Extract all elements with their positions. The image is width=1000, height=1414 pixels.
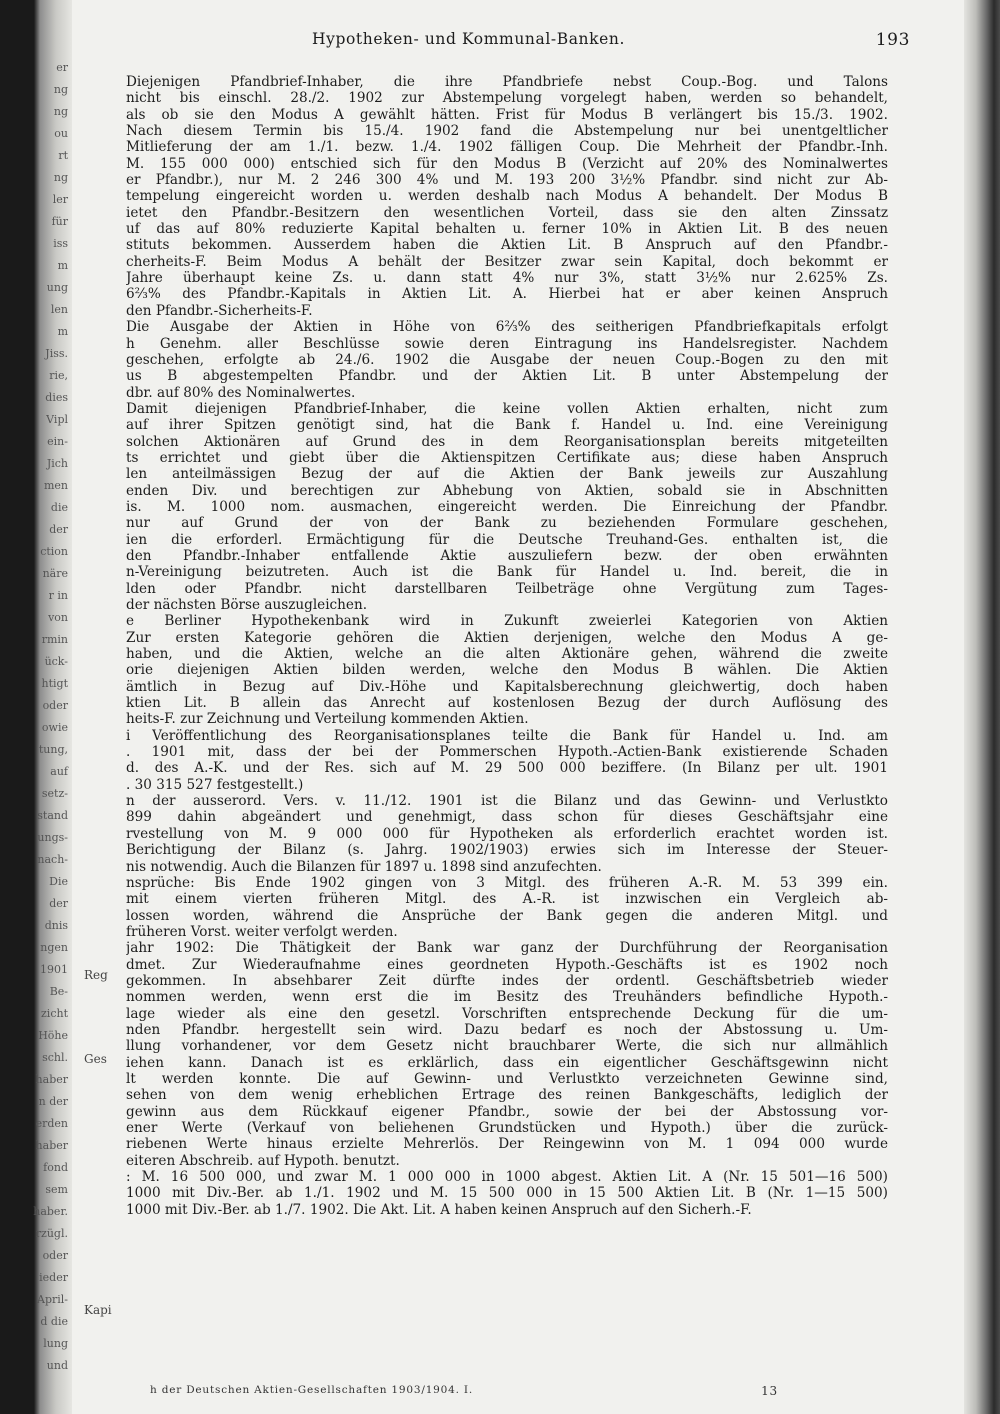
page-edge-shadow-right (964, 0, 1000, 1414)
text-line: lage wieder als eine den gesetzl. Vorschriften entsprechende Deckung für die um- (126, 1005, 888, 1022)
margin-fragment: owie (41, 721, 68, 734)
margin-fragment: r in (48, 589, 68, 602)
margin-fragment: Jich (46, 457, 68, 470)
margin-fragment: men (43, 479, 68, 492)
margin-fragment: fond (43, 1161, 68, 1174)
margin-fragment: m (57, 259, 68, 272)
text-line: ener Werte (Verkauf von beliehenen Grundstücken und Hypoth.) über die zurück- (126, 1120, 888, 1136)
margin-fragment: ngen (40, 941, 68, 954)
margin-fragment: und (46, 1359, 68, 1372)
text-line: der nächsten Börse auszugleichen. (126, 597, 368, 613)
text-line: jahr 1902: Die Thätigkeit der Bank war ganz der Durchführung der Reorganisation (126, 940, 888, 957)
text-line: haben, und die Aktien, welche an die alten Aktionäre gehen, während die zweite (126, 646, 888, 663)
text-line: ts errichtet und giebt über die Aktienspitzen Certifikate aus; diese haben Anspruch (126, 449, 888, 466)
page-footer (150, 1384, 778, 1400)
text-line: Berichtigung der Bilanz (s. Jahrg. 1902/1903) erwies sich im Interesse der Steuer- (126, 842, 888, 859)
text-line: lossen worden, während die Ansprüche der Bank gegen die anderen Mitgl. und (126, 907, 888, 924)
text-line: d. des A.-K. und der Res. sich auf M. 29 500 000 beziffere. (In Bilanz per ult. 1901 (126, 760, 888, 777)
text-line: . 1901 mit, dass der bei der Pommerschen Hypoth.-Actien-Bank existierende Schaden (126, 744, 888, 761)
text-line: den Pfandbr.-Inhaber entfallende Aktie auszuliefern bezw. der oben erwähnten (126, 547, 888, 564)
gutter-label: Reg (84, 968, 108, 982)
margin-fragment: ück- (44, 655, 68, 668)
gutter-label: Ges (84, 1052, 107, 1066)
margin-fragment: tung, (38, 743, 68, 756)
text-line: riebenen Werte hinaus erzielte Mehrerlös. Der Reingewinn von M. 1 094 000 wurde (126, 1136, 888, 1153)
text-line: Damit diejenigen Pfandbrief-Inhaber, die keine vollen Aktien erhalten, nicht zum (126, 400, 888, 417)
margin-fragment: Höhe (38, 1029, 68, 1042)
text-line: Die Ausgabe der Aktien in Höhe von 6⅔% des seitherigen Pfandbriefkapitals erfolgt (126, 319, 888, 336)
text-line: tempelung eingereicht worden u. werden deshalb nach Modus A behandelt. Der Modus B (126, 188, 888, 205)
text-line: Nach diesem Termin bis 15./4. 1902 fand die Abstempelung nur bei unentgeltlicher (126, 123, 888, 140)
margin-fragment: Be- (49, 985, 68, 998)
text-line: lt werden konnte. Die auf Gewinn- und Verlustkto verzeichneten Gewinne sind, (126, 1070, 888, 1087)
text-line: e Berliner Hypothekenbank wird in Zukunft zweierlei Kategorien von Aktien (126, 613, 888, 630)
margin-fragment: schl. (42, 1051, 68, 1064)
margin-fragment: ung (46, 281, 68, 294)
margin-fragment: April- (37, 1293, 68, 1306)
margin-fragment: d die (40, 1315, 68, 1328)
body-text (126, 74, 888, 1218)
text-line: nsprüche: Bis Ende 1902 gingen von 3 Mitgl. des früheren A.-R. M. 53 399 ein. (126, 874, 888, 891)
margin-fragment: Jiss. (45, 347, 68, 360)
text-line: Zur ersten Kategorie gehören die Aktien derjenigen, welche den Modus A ge- (126, 629, 888, 646)
text-line: Jahre überhaupt keine Zs. u. dann statt 4% nur 3%, statt 3½% nur 2.625% Zs. (126, 270, 888, 287)
text-line: nis notwendig. Auch die Bilanzen für 1897 u. 1898 sind anzufechten. (126, 858, 602, 875)
text-line: lden oder Pfandbr. nicht darstellbaren Teilbeträge ohne Vergütung zum Tages- (126, 580, 888, 597)
margin-fragment: zicht (41, 1007, 68, 1020)
text-line: rvestellung von M. 9 000 000 für Hypotheken als erforderlich erachtet worden ist. (126, 825, 888, 842)
text-line: auf ihrer Spitzen genötigt sind, hat die Bank f. Handel u. Ind. eine Vereinigung (126, 417, 888, 434)
margin-fragment: der (49, 897, 68, 910)
text-line: uf das auf 80% reduzierte Kapital behalten u. ferner 10% in Aktien Lit. B des neuen (126, 221, 888, 238)
page-header (312, 30, 910, 52)
margin-fragment: m (57, 325, 68, 338)
text-line: heits-F. zur Zeichnung und Verteilung kommenden Aktien. (126, 711, 529, 728)
text-line: llung vorhandener, vor dem Gesetz nicht brauchbarer Werte, die sich nur allmählich (126, 1038, 888, 1055)
margin-fragment: oder (42, 699, 68, 712)
gutter-label: Kapi (84, 1303, 112, 1317)
text-line: n-Vereinigung beizutreten. Auch ist die Bank für Handel u. Ind. bereit, die in (126, 564, 888, 581)
margin-fragment: rmin (41, 633, 68, 646)
margin-fragment: ng (53, 83, 68, 96)
margin-fragment: n der (38, 1095, 68, 1108)
margin-fragment: ein- (47, 435, 68, 448)
margin-fragment: htigt (41, 677, 68, 690)
text-line: eiteren Abschreib. auf Hypoth. benutzt. (126, 1152, 400, 1169)
text-line: nden Pfandbr. hergestellt sein wird. Dazu bedarf es noch der Abstossung u. Um- (126, 1021, 888, 1038)
margin-fragment: 1901 (40, 963, 68, 976)
margin-fragment: setz- (41, 787, 68, 800)
text-line: iehen kann. Danach ist es erklärlich, dass ein eigentlicher Geschäftsgewinn nicht (126, 1054, 888, 1071)
text-line: früheren Vorst. weiter verfolgt werden. (126, 923, 398, 940)
text-line: geschehen, erfolgte ab 24./6. 1902 die Ausgabe der neuen Coup.-Bogen zu den mit (126, 351, 888, 368)
margin-fragment: Vipl (46, 413, 68, 426)
text-line: stituts bekommen. Ausserdem haben die Aktien Lit. B Anspruch auf den Pfandbr.- (126, 237, 888, 254)
text-line: i Veröffentlichung des Reorganisationsplanes teilte die Bank für Handel u. Ind. am (126, 727, 888, 744)
margin-fragment: ieder (39, 1271, 68, 1284)
margin-fragment: dies (45, 391, 68, 404)
text-line: enden Div. und berechtigen zur Abhebung von Aktien, sobald sie in Abschnitten (126, 482, 888, 499)
text-line: ietet den Pfandbr.-Besitzern den wesentlichen Vorteil, dass sie den alten Zinssatz (126, 204, 888, 221)
margin-fragment: stand (37, 809, 68, 822)
text-line: 1000 mit Div.-Ber. ab 1./1. 1902 und M. 15 500 000 in 15 500 Aktien Lit. B (Nr. 1—15 500) (126, 1185, 888, 1202)
text-line: sehen von dem wenig erheblichen Ertrage des reinen Bankgeschäfts, lediglich der (126, 1087, 888, 1104)
margin-fragment: von (48, 611, 68, 624)
margin-fragment: der (49, 523, 68, 536)
text-line: 899 dahin abgeändert und genehmigt, dass schon für dieses Geschäftsjahr eine (126, 809, 888, 826)
text-line: solchen Aktionären auf Grund des in dem Reorganisationsplan bereits mitgeteilten (126, 433, 888, 450)
text-line: Mitlieferung der am 1./1. bezw. 1./4. 1902 fälligen Coup. Die Mehrheit der Pfandbr.-Inh. (126, 139, 888, 156)
text-line: M. 155 000 000) entschied sich für den Modus B (Verzicht auf 20% des Nominalwertes (126, 155, 888, 172)
text-line: als ob sie den Modus A gewählt hätten. Frist für Modus B verlängert bis 15./3. 1902. (126, 106, 888, 123)
text-line: er Pfandbr.), nur M. 2 246 300 4% und M. 193 200 3½% Pfandbr. sind nicht zur Ab- (126, 172, 888, 189)
margin-fragment: für (51, 215, 68, 228)
margin-fragment: rzügl. (35, 1227, 68, 1240)
text-line: n der ausserord. Vers. v. 11./12. 1901 ist die Bilanz und das Gewinn- und Verlustkto (126, 793, 888, 810)
text-line: Diejenigen Pfandbrief-Inhaber, die ihre Pfandbriefe nebst Coup.-Bog. und Talons (126, 74, 888, 90)
text-line: nommen werden, wenn erst die im Besitz des Treuhänders befindliche Hypoth.- (126, 989, 888, 1006)
text-line: mit einem vierten früheren Mitgl. des A.-R. ist inzwischen ein Vergleich ab- (126, 891, 888, 908)
text-line: ien die erforderl. Ermächtigung für die Deutsche Treuhand-Ges. enthalten ist, die (126, 531, 888, 548)
running-title: Hypotheken- und Kommunal-Banken. (312, 30, 626, 48)
text-line: ämtlich in Bezug auf Div.-Höhe und Kapitalsberechnung gleichwertig, doch haben (126, 678, 888, 695)
margin-fragment: er (56, 61, 68, 74)
margin-fragment: haber (35, 1139, 68, 1152)
text-line: nicht bis einschl. 28./2. 1902 zur Abstempelung vorgelegt haben, werden so behandelt, (126, 90, 888, 107)
text-line: den Pfandbr.-Sicherheits-F. (126, 302, 313, 319)
margin-fragment: ction (40, 545, 68, 558)
margin-fragment: ng (53, 171, 68, 184)
margin-fragment: erden (35, 1117, 68, 1130)
text-line: ktien Lit. B allein das Anrecht auf kostenlosen Bezug der durch Auflösung des (126, 695, 888, 712)
text-line: orie diejenigen Aktien bilden werden, welche den Modus B wählen. Die Aktien (126, 662, 888, 679)
margin-fragment: rie, (49, 369, 68, 382)
page-number: 193 (875, 30, 910, 50)
margin-fragment: ungs- (37, 831, 68, 844)
text-line: nur auf Grund der von der Bank zu beziehenden Formulare geschehen, (126, 515, 888, 532)
gutter-labels (84, 0, 124, 1414)
margin-fragment: ng (53, 105, 68, 118)
margin-fragment: ou (54, 127, 68, 140)
margin-fragment: len (50, 303, 68, 316)
margin-fragment: auf (50, 765, 68, 778)
text-line: cherheits-F. Beim Modus A behält der Besitzer zwar sein Kapital, doch bekommt er (126, 253, 888, 270)
margin-fragment: rt (58, 149, 68, 162)
margin-fragment: iss (53, 237, 68, 250)
margin-fragment: Die (49, 875, 68, 888)
text-line: 1000 mit Div.-Ber. ab 1./7. 1902. Die Akt. Lit. A haben keinen Anspruch auf den Sicherh.-F. (126, 1201, 752, 1218)
margin-fragment: dnis (44, 919, 68, 932)
left-margin-fragments (0, 60, 70, 1400)
text-line: gewinn aus dem Rückkauf eigener Pfandbr., sowie der bei der Abstossung vor- (126, 1103, 888, 1120)
text-line: : M. 16 500 000, und zwar M. 1 000 000 in 1000 abgest. Aktien Lit. A (Nr. 15 501—16 500) (126, 1169, 888, 1186)
text-line: . 30 315 527 festgestellt.) (126, 776, 304, 793)
margin-fragment: oder (42, 1249, 68, 1262)
margin-fragment: ler (52, 193, 68, 206)
margin-fragment: haber. (33, 1205, 68, 1218)
sheet-signature: 13 (761, 1384, 778, 1398)
text-line: is. M. 1000 nom. ausmachen, eingereicht werden. Die Einreichung der Pfandbr. (126, 498, 888, 515)
text-line: dbr. auf 80% des Nominalwertes. (126, 384, 356, 401)
footer-source: h der Deutschen Aktien-Gesellschaften 1903/1904. I. (150, 1384, 473, 1396)
margin-fragment: haber (35, 1073, 68, 1086)
margin-fragment: sem (45, 1183, 68, 1196)
margin-fragment: näre (42, 567, 68, 580)
text-line: us B abgestempelten Pfandbr. und der Aktien Lit. B unter Abstempelung der (126, 368, 888, 385)
margin-fragment: lung (43, 1337, 68, 1350)
text-line: 6⅔% des Pfandbr.-Kapitals in Aktien Lit. A. Hierbei hat er aber keinen Anspruch (126, 286, 888, 303)
text-line: h Genehm. aller Beschlüsse sowie deren Eintragung ins Handelsregister. Nachdem (126, 335, 888, 352)
margin-fragment: die (50, 501, 68, 514)
margin-fragment: nach- (37, 853, 68, 866)
text-line: dmet. Zur Wiederaufnahme eines geordneten Hypoth.-Geschäfts ist es 1902 noch (126, 956, 888, 973)
text-line: len anteilmässigen Bezug der auf die Aktien der Bank jeweils zur Auszahlung (126, 466, 888, 483)
text-line: gekommen. In absehbarer Zeit dürfte indes der ordentl. Geschäftsbetrieb wieder (126, 972, 888, 989)
